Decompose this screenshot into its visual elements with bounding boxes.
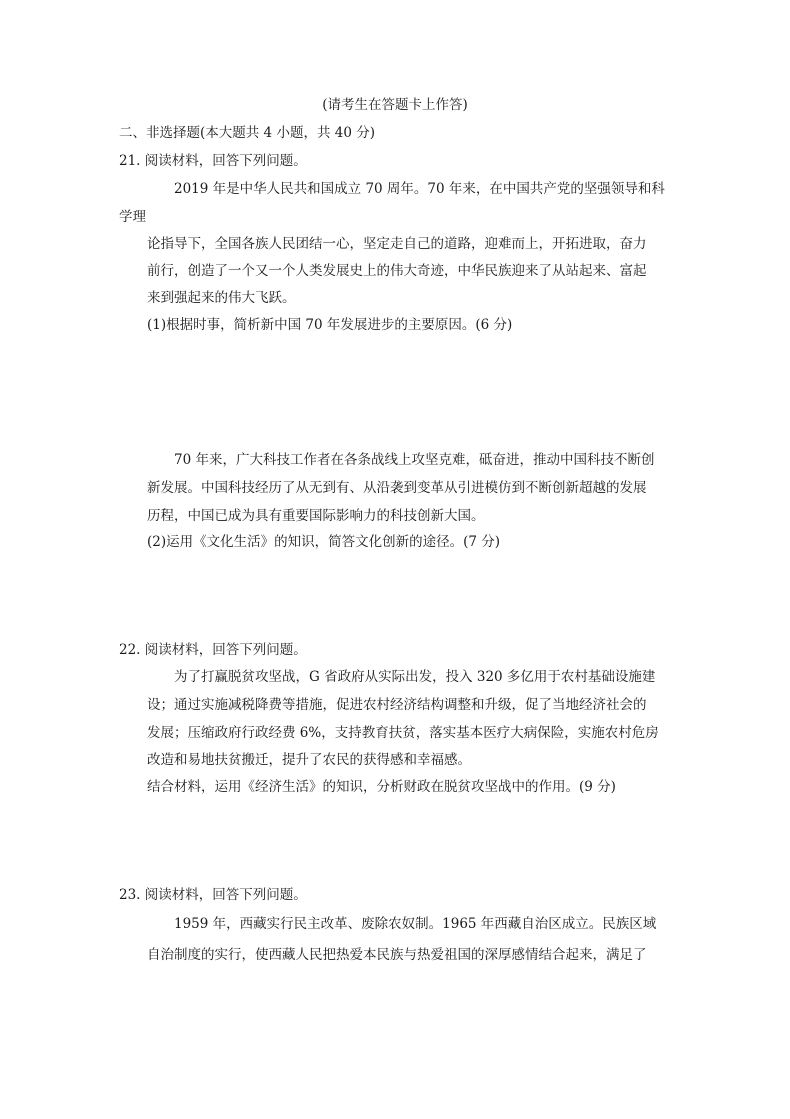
q21-material-line: 2019 年是中华人民共和国成立 70 周年。70 年来，在中国共产党的坚强领导和科: [174, 181, 665, 197]
answer-sheet-notice: (请考生在答题卡上作答): [322, 97, 468, 113]
q22-material-line: 为了打赢脱贫攻坚战，G 省政府从实际出发，投入 320 多亿用于农村基础设施建: [174, 669, 656, 685]
question-22-prompt: 结合材料，运用《经济生活》的知识，分析财政在脱贫攻坚战中的作用。(9 分): [147, 779, 616, 795]
q21-material-line: 学理: [119, 209, 146, 225]
q22-material-line: 发展；压缩政府行政经费 6%，支持教育扶贫，落实基本医疗大病保险，实施农村危房: [147, 725, 659, 741]
q23-material-line: 自治制度的实行，使西藏人民把热爱本民族与热爱祖国的深厚感情结合起来，满足了: [147, 947, 647, 963]
question-21-part-1: (1)根据时事，简析新中国 70 年发展进步的主要原因。(6 分): [147, 317, 513, 333]
q21-material-2-line: 历程，中国已成为具有重要国际影响力的科技创新大国。: [147, 508, 485, 524]
question-23-stem: 23. 阅读材料，回答下列问题。: [119, 887, 307, 903]
question-22-stem: 22. 阅读材料，回答下列问题。: [119, 642, 307, 658]
q21-material-2-line: 70 年来，广大科技工作者在各条战线上攻坚克难，砥奋进，推动中国科技不断创: [174, 452, 655, 468]
q22-material-line: 设；通过实施减税降费等措施，促进农村经济结构调整和升级，促了当地经济社会的: [147, 697, 647, 713]
q23-material-line: 1959 年，西藏实行民主改革、废除农奴制。1965 年西藏自治区成立。民族区域: [174, 916, 657, 932]
q21-material-line: 前行，创造了一个又一个人类发展史上的伟大奇迹，中华民族迎来了从站起来、富起: [147, 263, 647, 279]
section-title: 二、非选择题(本大题共 4 小题，共 40 分): [119, 125, 375, 141]
question-21-stem: 21. 阅读材料，回答下列问题。: [119, 153, 307, 169]
q21-material-2-line: 新发展。中国科技经历了从无到有、从沿袭到变革从引进模仿到不断创新超越的发展: [147, 480, 647, 496]
q22-material-line: 改造和易地扶贫搬迁，提升了农民的获得感和幸福感。: [147, 752, 471, 768]
q21-material-line: 论指导下，全国各族人民团结一心，坚定走自己的道路，迎难而上，开拓进取，奋力: [147, 236, 647, 252]
question-21-part-2: (2)运用《文化生活》的知识，简答文化创新的途径。(7 分): [147, 534, 501, 550]
q21-material-line: 来到强起来的伟大飞跃。: [147, 290, 296, 306]
